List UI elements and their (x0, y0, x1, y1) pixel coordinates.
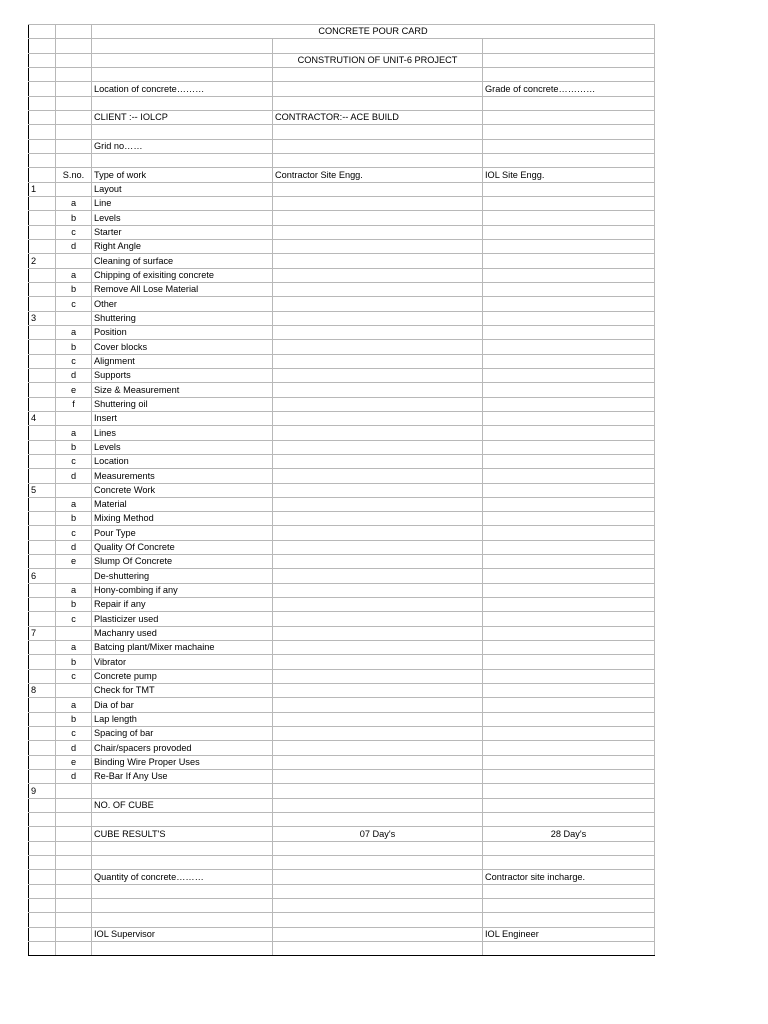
item-number: 8 (29, 684, 56, 698)
item-number (29, 426, 56, 440)
item-number (29, 397, 56, 411)
item-label: Measurements (92, 469, 273, 483)
item-sub-letter (56, 182, 92, 196)
table-row (29, 254, 655, 268)
table-row (29, 727, 655, 741)
table-row (29, 784, 655, 798)
item-label: Cleaning of surface (92, 254, 273, 268)
iol-engg-cell[interactable] (483, 755, 655, 769)
item-label: De-shuttering (92, 569, 273, 583)
table-row (29, 397, 655, 411)
iol-engg-cell[interactable] (483, 770, 655, 784)
item-number (29, 196, 56, 210)
item-sub-letter (56, 311, 92, 325)
item-sub-letter (56, 569, 92, 583)
cube-results-row (29, 827, 655, 841)
item-sub-letter: a (56, 426, 92, 440)
item-sub-letter: e (56, 555, 92, 569)
table-row (29, 196, 655, 210)
iol-engg-header: IOL Site Engg. (483, 168, 655, 182)
iol-engg-cell[interactable] (483, 454, 655, 468)
iol-engg-cell[interactable] (483, 497, 655, 511)
contractor-engg-cell[interactable] (273, 254, 483, 268)
iol-engg-cell[interactable] (483, 727, 655, 741)
table-row (29, 684, 655, 698)
item-sub-letter: e (56, 755, 92, 769)
table-row (29, 411, 655, 425)
cube-results-label: CUBE RESULT'S (92, 827, 273, 841)
table-row (29, 483, 655, 497)
item-number: 5 (29, 483, 56, 497)
table-row (29, 426, 655, 440)
contractor-engg-cell[interactable] (273, 770, 483, 784)
item-label: Starter (92, 225, 273, 239)
contractor-engg-cell[interactable] (273, 741, 483, 755)
item-sub-letter: c (56, 526, 92, 540)
iol-engg-cell[interactable] (483, 483, 655, 497)
item-number (29, 526, 56, 540)
item-label: Remove All Lose Material (92, 282, 273, 296)
item-label: Slump Of Concrete (92, 555, 273, 569)
day7-label: 07 Day's (273, 827, 483, 841)
contractor-engg-cell[interactable] (273, 755, 483, 769)
grid-row (29, 139, 655, 153)
iol-engg-cell[interactable] (483, 311, 655, 325)
table-row (29, 383, 655, 397)
item-number (29, 354, 56, 368)
item-number: 4 (29, 411, 56, 425)
contractor-engg-cell[interactable] (273, 383, 483, 397)
item-sub-letter: b (56, 598, 92, 612)
table-row (29, 698, 655, 712)
iol-engg-cell[interactable] (483, 569, 655, 583)
contractor-engg-cell[interactable] (273, 684, 483, 698)
item-sub-letter: c (56, 225, 92, 239)
table-row (29, 741, 655, 755)
item-sub-letter: a (56, 641, 92, 655)
item-sub-letter: d (56, 540, 92, 554)
item-label: Check for TMT (92, 684, 273, 698)
iol-engg-cell[interactable] (483, 368, 655, 382)
item-label: Levels (92, 211, 273, 225)
contractor-engg-header: Contractor Site Engg. (273, 168, 483, 182)
item-label: Quality Of Concrete (92, 540, 273, 554)
iol-engg-cell[interactable] (483, 598, 655, 612)
contractor-engg-cell[interactable] (273, 182, 483, 196)
item-sub-letter (56, 483, 92, 497)
table-row (29, 526, 655, 540)
item-sub-letter: c (56, 727, 92, 741)
item-number (29, 583, 56, 597)
item-label: Insert (92, 411, 273, 425)
item-number (29, 268, 56, 282)
iol-engg-cell[interactable] (483, 512, 655, 526)
iol-engg-cell[interactable] (483, 196, 655, 210)
item-label: Size & Measurement (92, 383, 273, 397)
contractor-engg-cell[interactable] (273, 712, 483, 726)
title-row (29, 25, 655, 39)
item-sub-letter: b (56, 440, 92, 454)
table-row (29, 325, 655, 339)
table-row (29, 612, 655, 626)
item-sub-letter: b (56, 512, 92, 526)
item-sub-letter: a (56, 698, 92, 712)
contractor-engg-cell[interactable] (273, 282, 483, 296)
item-sub-letter: a (56, 196, 92, 210)
contractor-engg-cell[interactable] (273, 211, 483, 225)
item-sub-letter: a (56, 268, 92, 282)
item-sub-letter: f (56, 397, 92, 411)
signature-row (29, 927, 655, 941)
column-header-row (29, 168, 655, 182)
item-sub-letter (56, 626, 92, 640)
item-label: Vibrator (92, 655, 273, 669)
grid-label: Grid no…… (92, 139, 273, 153)
iol-engg-cell[interactable] (483, 641, 655, 655)
item-sub-letter: c (56, 354, 92, 368)
table-row (29, 340, 655, 354)
contractor-engg-cell[interactable] (273, 569, 483, 583)
sno-header: S.no. (56, 168, 92, 182)
table-row (29, 583, 655, 597)
iol-supervisor-label: IOL Supervisor (92, 927, 273, 941)
item-number (29, 755, 56, 769)
item-number (29, 368, 56, 382)
contractor-label: CONTRACTOR:-- ACE BUILD (273, 110, 483, 124)
iol-engg-cell[interactable] (483, 741, 655, 755)
table-row (29, 641, 655, 655)
table-row (29, 368, 655, 382)
item-sub-letter: d (56, 469, 92, 483)
item-label: Right Angle (92, 239, 273, 253)
iol-engg-cell[interactable] (483, 655, 655, 669)
table-row (29, 598, 655, 612)
contractor-engg-cell[interactable] (273, 669, 483, 683)
item-label: Repair if any (92, 598, 273, 612)
item-label: Supports (92, 368, 273, 382)
cubes-row (29, 798, 655, 812)
contractor-engg-cell[interactable] (273, 555, 483, 569)
item-number: 2 (29, 254, 56, 268)
contractor-engg-cell[interactable] (273, 340, 483, 354)
table-row (29, 626, 655, 640)
contractor-engg-cell[interactable] (273, 196, 483, 210)
item-label: Location (92, 454, 273, 468)
item-number: 3 (29, 311, 56, 325)
type-of-work-header: Type of work (92, 168, 273, 182)
item-sub-letter (56, 411, 92, 425)
item-number (29, 512, 56, 526)
item-sub-letter: c (56, 297, 92, 311)
item-label: Concrete pump (92, 669, 273, 683)
item-sub-letter: a (56, 497, 92, 511)
grade-label: Grade of concrete………… (483, 82, 655, 96)
iol-engg-cell[interactable] (483, 469, 655, 483)
item-number (29, 211, 56, 225)
item-number: 1 (29, 182, 56, 196)
contractor-engg-cell[interactable] (273, 239, 483, 253)
iol-engg-cell[interactable] (483, 254, 655, 268)
quantity-label: Quantity of concrete……… (92, 870, 273, 884)
table-row (29, 497, 655, 511)
item-label: Layout (92, 182, 273, 196)
contractor-engg-cell[interactable] (273, 368, 483, 382)
item-number (29, 297, 56, 311)
contractor-engg-cell[interactable] (273, 311, 483, 325)
contractor-engg-cell[interactable] (273, 612, 483, 626)
iol-engg-cell[interactable] (483, 712, 655, 726)
contractor-engg-cell[interactable] (273, 526, 483, 540)
item-number (29, 598, 56, 612)
item-label: Concrete Work (92, 483, 273, 497)
table-row (29, 540, 655, 554)
item-number (29, 340, 56, 354)
table-row (29, 225, 655, 239)
contractor-engg-cell[interactable] (273, 727, 483, 741)
table-row (29, 311, 655, 325)
table-row (29, 512, 655, 526)
iol-engg-cell[interactable] (483, 440, 655, 454)
item-number (29, 225, 56, 239)
item-label: Spacing of bar (92, 727, 273, 741)
item-number: 6 (29, 569, 56, 583)
item-label: Shuttering (92, 311, 273, 325)
location-label: Location of concrete……… (92, 82, 273, 96)
iol-engineer-label: IOL Engineer (483, 927, 655, 941)
iol-engg-cell[interactable] (483, 684, 655, 698)
contractor-engg-cell[interactable] (273, 641, 483, 655)
item-number (29, 540, 56, 554)
item-label: Lap length (92, 712, 273, 726)
table-row (29, 569, 655, 583)
item-label: Dia of bar (92, 698, 273, 712)
iol-engg-cell[interactable] (483, 211, 655, 225)
item-number (29, 655, 56, 669)
item-number (29, 770, 56, 784)
contractor-engg-cell[interactable] (273, 454, 483, 468)
project-name: CONSTRUTION OF UNIT-6 PROJECT (273, 53, 483, 67)
iol-engg-cell[interactable] (483, 182, 655, 196)
iol-engg-cell[interactable] (483, 698, 655, 712)
item-sub-letter: e (56, 383, 92, 397)
item-sub-letter (56, 784, 92, 798)
table-row (29, 454, 655, 468)
iol-engg-cell[interactable] (483, 669, 655, 683)
item-number (29, 282, 56, 296)
table-row (29, 555, 655, 569)
item-label: Position (92, 325, 273, 339)
item-number (29, 741, 56, 755)
table-row (29, 354, 655, 368)
iol-engg-cell[interactable] (483, 411, 655, 425)
item-number (29, 383, 56, 397)
item-label: Cover blocks (92, 340, 273, 354)
item-sub-letter: a (56, 583, 92, 597)
no-of-cube-label: NO. OF CUBE (92, 798, 273, 812)
item-sub-letter: c (56, 454, 92, 468)
item-number (29, 469, 56, 483)
item-sub-letter: b (56, 282, 92, 296)
iol-engg-cell[interactable] (483, 555, 655, 569)
project-row (29, 53, 655, 67)
item-number (29, 497, 56, 511)
item-label: Line (92, 196, 273, 210)
contractor-engg-cell[interactable] (273, 540, 483, 554)
item-label: Shuttering oil (92, 397, 273, 411)
item-number: 9 (29, 784, 56, 798)
item-label: Material (92, 497, 273, 511)
item-label: Hony-combing if any (92, 583, 273, 597)
item-number (29, 698, 56, 712)
item-number (29, 325, 56, 339)
contractor-engg-cell[interactable] (273, 483, 483, 497)
item-number (29, 641, 56, 655)
item-sub-letter (56, 684, 92, 698)
item-label: Plasticizer used (92, 612, 273, 626)
item-label (92, 784, 273, 798)
contractor-engg-cell[interactable] (273, 598, 483, 612)
iol-engg-cell[interactable] (483, 282, 655, 296)
item-label: Binding Wire Proper Uses (92, 755, 273, 769)
item-label: Chair/spacers provoded (92, 741, 273, 755)
contractor-engg-cell[interactable] (273, 497, 483, 511)
iol-engg-cell[interactable] (483, 626, 655, 640)
iol-engg-cell[interactable] (483, 397, 655, 411)
item-number (29, 612, 56, 626)
iol-engg-cell[interactable] (483, 526, 655, 540)
item-label: Re-Bar If Any Use (92, 770, 273, 784)
table-row (29, 770, 655, 784)
iol-engg-cell[interactable] (483, 784, 655, 798)
item-sub-letter: a (56, 325, 92, 339)
contractor-engg-cell[interactable] (273, 325, 483, 339)
contractor-engg-cell[interactable] (273, 698, 483, 712)
item-sub-letter: b (56, 712, 92, 726)
item-sub-letter: d (56, 770, 92, 784)
item-sub-letter: d (56, 368, 92, 382)
item-sub-letter: b (56, 340, 92, 354)
table-row (29, 712, 655, 726)
iol-engg-cell[interactable] (483, 325, 655, 339)
contractor-engg-cell[interactable] (273, 426, 483, 440)
item-number (29, 454, 56, 468)
item-label: Chipping of exisiting concrete (92, 268, 273, 282)
contractor-incharge-label: Contractor site incharge. (483, 870, 655, 884)
iol-engg-cell[interactable] (483, 239, 655, 253)
item-number (29, 555, 56, 569)
item-label: Mixing Method (92, 512, 273, 526)
table-row (29, 282, 655, 296)
contractor-engg-cell[interactable] (273, 268, 483, 282)
form-title: CONCRETE POUR CARD (92, 25, 655, 39)
iol-engg-cell[interactable] (483, 340, 655, 354)
item-number (29, 712, 56, 726)
item-number (29, 669, 56, 683)
item-label: Machanry used (92, 626, 273, 640)
item-label: Levels (92, 440, 273, 454)
table-row (29, 669, 655, 683)
item-number (29, 440, 56, 454)
contractor-engg-cell[interactable] (273, 297, 483, 311)
contractor-engg-cell[interactable] (273, 411, 483, 425)
table-row (29, 211, 655, 225)
table-row (29, 182, 655, 196)
item-sub-letter: d (56, 239, 92, 253)
contractor-engg-cell[interactable] (273, 583, 483, 597)
iol-engg-cell[interactable] (483, 383, 655, 397)
table-row (29, 655, 655, 669)
table-row (29, 297, 655, 311)
contractor-engg-cell[interactable] (273, 440, 483, 454)
client-label: CLIENT :-- IOLCP (92, 110, 273, 124)
contractor-engg-cell[interactable] (273, 469, 483, 483)
iol-engg-cell[interactable] (483, 540, 655, 554)
item-label: Alignment (92, 354, 273, 368)
item-sub-letter: d (56, 741, 92, 755)
iol-engg-cell[interactable] (483, 583, 655, 597)
table-row (29, 469, 655, 483)
contractor-engg-cell[interactable] (273, 354, 483, 368)
item-sub-letter: c (56, 612, 92, 626)
iol-engg-cell[interactable] (483, 426, 655, 440)
item-sub-letter: b (56, 655, 92, 669)
item-sub-letter: b (56, 211, 92, 225)
quantity-row (29, 870, 655, 884)
pour-card-table (28, 24, 655, 956)
contractor-engg-cell[interactable] (273, 397, 483, 411)
contractor-engg-cell[interactable] (273, 784, 483, 798)
contractor-engg-cell[interactable] (273, 512, 483, 526)
table-row (29, 239, 655, 253)
iol-engg-cell[interactable] (483, 612, 655, 626)
item-sub-letter (56, 254, 92, 268)
contractor-engg-cell[interactable] (273, 225, 483, 239)
item-number (29, 239, 56, 253)
item-number: 7 (29, 626, 56, 640)
item-number (29, 727, 56, 741)
table-row (29, 440, 655, 454)
iol-engg-cell[interactable] (483, 225, 655, 239)
location-row (29, 82, 655, 96)
iol-engg-cell[interactable] (483, 268, 655, 282)
contractor-engg-cell[interactable] (273, 655, 483, 669)
client-row (29, 110, 655, 124)
item-label: Batcing plant/Mixer machaine (92, 641, 273, 655)
item-label: Other (92, 297, 273, 311)
table-row (29, 268, 655, 282)
day28-label: 28 Day's (483, 827, 655, 841)
item-sub-letter: c (56, 669, 92, 683)
item-label: Pour Type (92, 526, 273, 540)
iol-engg-cell[interactable] (483, 354, 655, 368)
table-row (29, 755, 655, 769)
iol-engg-cell[interactable] (483, 297, 655, 311)
contractor-engg-cell[interactable] (273, 626, 483, 640)
item-label: Lines (92, 426, 273, 440)
